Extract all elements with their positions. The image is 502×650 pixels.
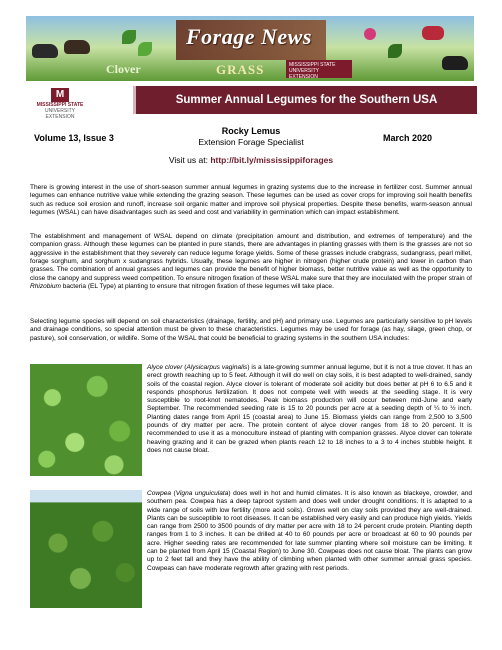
- establishment-paragraph: [30, 233, 472, 291]
- rhizobium-term: Rhizobium: [30, 283, 61, 291]
- article-title: Summer Annual Legumes for the Southern USA: [175, 94, 438, 106]
- website-link[interactable]: http://bit.ly/mississippiforages: [210, 155, 334, 165]
- species-description: ) is a late-growing summer annual legume, but it is not a true clover. It has an erect growth reaching up to 5 feet. Although it will do well on clay soils, it is best adapted to well-drained, sandy soils of the coastal region. Alyce clover is tolerant of moderate soil acidity but does better at pH 6 to 6.5 and it responds phosphorus fertilization. It does not compete well with weeds at the seedling stage. It is very susceptible to root-knot nematodes. Peak biomass production will occur between mid-June and early September. The recommended seeding rate is 15 to 20 pounds per acre at a seeding depth of ¼ to ½ inch. Planting dates range from April 15 (coastal area) to June 15. Biomass yields can range from 2,500 to 3,500 pounds of dry matter per acre. The protein content of alyce clover ranges from 18 to 20 percent. It is recommended to use it as a monoculture instead of planting with companion grasses. Alyce clover can tolerate heaving grazing and it can be grazed when plants reach 12 to 18 inches to a 3 to 4 inches stubble height. It does not cause bloat.: [147, 364, 472, 454]
- volume-issue: Volume 13, Issue 3: [34, 133, 114, 143]
- species-description: ) does well in hot and humid climates. It is also known as blackeye, crowder, and southern pea. Cowpea has a deep taproot system and does well under drought conditions. It is adapted to a wide range of soils with low fertility (more acid soils). Grows well on clay soils provided they are well-drained. Plants can be susceptible to root diseases. It can be established very easily and can produce high yields. Yields can range from 2500 to 3500 pounds of dry matter per acre with 18 to 24 percent crude protein. Planting depth ranges from 1 to 3 inches. It can be drilled at 40 to 60 pounds per acre or broadcast at 60 to 90 pounds per acre. Higher seeding rates are recommended for late summer planting where soil moisture can be limiting. It can be planted from April 15 (Coastal Region) to June 30. Cowpeas does not cause bloat. The plants can grow up to 2 feet tall and they have the ability of climbing when planted with other summer annual grass species. Cowpeas can have moderate regrowth after grazing with rest periods.: [147, 490, 473, 572]
- masthead-title: Forage News: [186, 24, 312, 49]
- alyce-clover-photo: [30, 364, 142, 476]
- cattle-illustration: [32, 44, 58, 58]
- author-name: Rocky Lemus: [221, 126, 281, 136]
- species-common-name: Alyce clover: [147, 364, 183, 371]
- species-scientific-name: Vigna unguiculata: [175, 490, 229, 497]
- cattle-illustration: [442, 56, 468, 70]
- logo-line-3: EXTENSION: [45, 114, 75, 120]
- clover-leaf-illustration: [122, 30, 136, 44]
- species-scientific-name: Alysicarpus vaginalis: [186, 364, 248, 371]
- msu-mark-line: MISSISSIPPI STATE: [289, 62, 336, 68]
- grass-wordmark: GRASS: [216, 62, 265, 77]
- masthead-banner: [26, 16, 474, 81]
- clover-leaf-illustration: [138, 42, 152, 56]
- flower-illustration: [364, 28, 376, 40]
- msu-extension-logo: [34, 88, 86, 126]
- plant-illustration: [388, 44, 402, 58]
- intro-paragraph: There is growing interest in the use of short-season summer annual legumes in grazing systems due to the increase in fertilizer cost. Summer annual legumes can enhance nutritive value while extending the grazing season. These legumes can be used as cover crops for improving soil health benefits such as reduce soil erosion and runoff, increase soil organic matter and improve soil physical properties. Despite these benefits, warm-season annual legumes (WSAL) can have disadvantages such as seed and cost and variability in germination which can impact establishment.: [30, 184, 472, 217]
- logo-line-2: UNIVERSITY: [44, 108, 75, 114]
- visit-label: Visit us at:: [168, 155, 208, 165]
- visit-line: [0, 155, 502, 165]
- msu-mark-line: EXTENSION: [289, 74, 318, 80]
- alyce-clover-section: Alyce clover (Alysicarpus vaginalis) is a late-growing summer annual legume, but it is not a true clover. It has an erect growth reaching up to 5 feet. Although it will do well on clay soils, it is best adapted to well-drained, sandy soils of the coastal region. Alyce clover is tolerant of moderate soil acidity but does better at pH 6 to 6.5 and it responds phosphorus fertilization. It does not compete well with weeds at the seedling stage. It is very susceptible to root-knot nematodes. Peak biomass production will occur between mid-June and early September. The recommended seeding rate is 15 to 20 pounds per acre at a seeding depth of ¼ to ½ inch. Planting dates range from April 15 (coastal area) to June 15. Biomass yields can range from 2,500 to 3,500 pounds of dry matter per acre. The protein content of alyce clover ranges from 18 to 20 percent. It is recommended to use it as a monoculture instead of planting with companion grasses. Alyce clover can tolerate heaving grazing and it can be grazed when plants reach 12 to 18 inches to a 3 to 4 inches stubble height. It does not cause bloat.: [147, 364, 472, 454]
- cowpea-section: Cowpea (Vigna unguiculata) does well in hot and humid climates. It is also known as blackeye, crowder, and southern pea. Cowpea has a deep taproot system and does well under drought conditions. It is adapted to a wide range of soils with low fertility (more acid soils). Grows well on clay soils provided they are well-drained. Plants can be susceptible to root diseases. It can be established very easily and can produce high yields. Yields can range from 2500 to 3500 pounds of dry matter per acre with 18 to 24 percent crude protein. Planting depth ranges from 1 to 3 inches. It can be drilled at 40 to 60 pounds per acre or broadcast at 60 to 90 pounds per acre. Higher seeding rates are recommended for late summer planting where soil moisture can be limiting. It can be planted from April 15 (Coastal Region) to June 30. Cowpeas does not cause bloat. The plants can grow up to 2 feet tall and they have the ability of climbing when planted with other summer annual grass species. Cowpeas can have moderate regrowth after grazing with rest periods.: [147, 490, 473, 572]
- issue-date: March 2020: [383, 133, 433, 143]
- paragraph-text: The establishment and management of WSAL depend on climate (precipitation amount and distribution, and extremes of temperature) and the companion grass. Although these legumes can be planted in pure stands, there are advantages in planting grasses with them is the grasses are not so aggressive in the establishment that they severely can reduce legume forage yields. Some of these grasses include crabgrass, sudangrass, pearl millet, forage sorghum, and sorghum x sudangrass hybrids. Usually, these legumes are higher in nitrogen (higher crude protein) and lower in carbon than grasses. The combination of annual grasses and legumes can provide the benefit of higher biomass, better nutritive value as well as the opportunity to close the canopy and suppress weed competition. To ensure nitrogen fixation of these WSAL make sure that they are inoculated with the proper strain of: [30, 233, 472, 282]
- cowpea-photo: [30, 490, 142, 608]
- cattle-illustration: [64, 40, 90, 54]
- species-common-name: Cowpea: [147, 490, 172, 497]
- article-title-bar: [133, 86, 477, 114]
- clover-wordmark: Clover: [106, 62, 141, 76]
- msu-mark-line: UNIVERSITY: [289, 68, 320, 74]
- logo-line-1: MISSISSIPPI STATE: [36, 102, 84, 108]
- author-title: Extension Forage Specialist: [198, 137, 304, 147]
- msu-logo-mark: M: [51, 88, 69, 102]
- beef-illustration: [422, 26, 444, 40]
- selection-paragraph: Selecting legume species will depend on soil characteristics (drainage, fertility, and pH) and primary use. Legumes are particularly sensitive to pH levels and drainage conditions, so special attention must be given to these characteristics. Legumes may be used for forage (as hay, silage, green chop, or pasture), soil conservation, or wildlife. Some of the WSAL that could be beneficial to grazing systems in the southern USA includes:: [30, 318, 472, 342]
- msu-extension-mark: [286, 60, 352, 78]
- paragraph-text: bacteria (EL Type) at planting to ensure that nitrogen fixation of these legumes will take place.: [60, 283, 334, 291]
